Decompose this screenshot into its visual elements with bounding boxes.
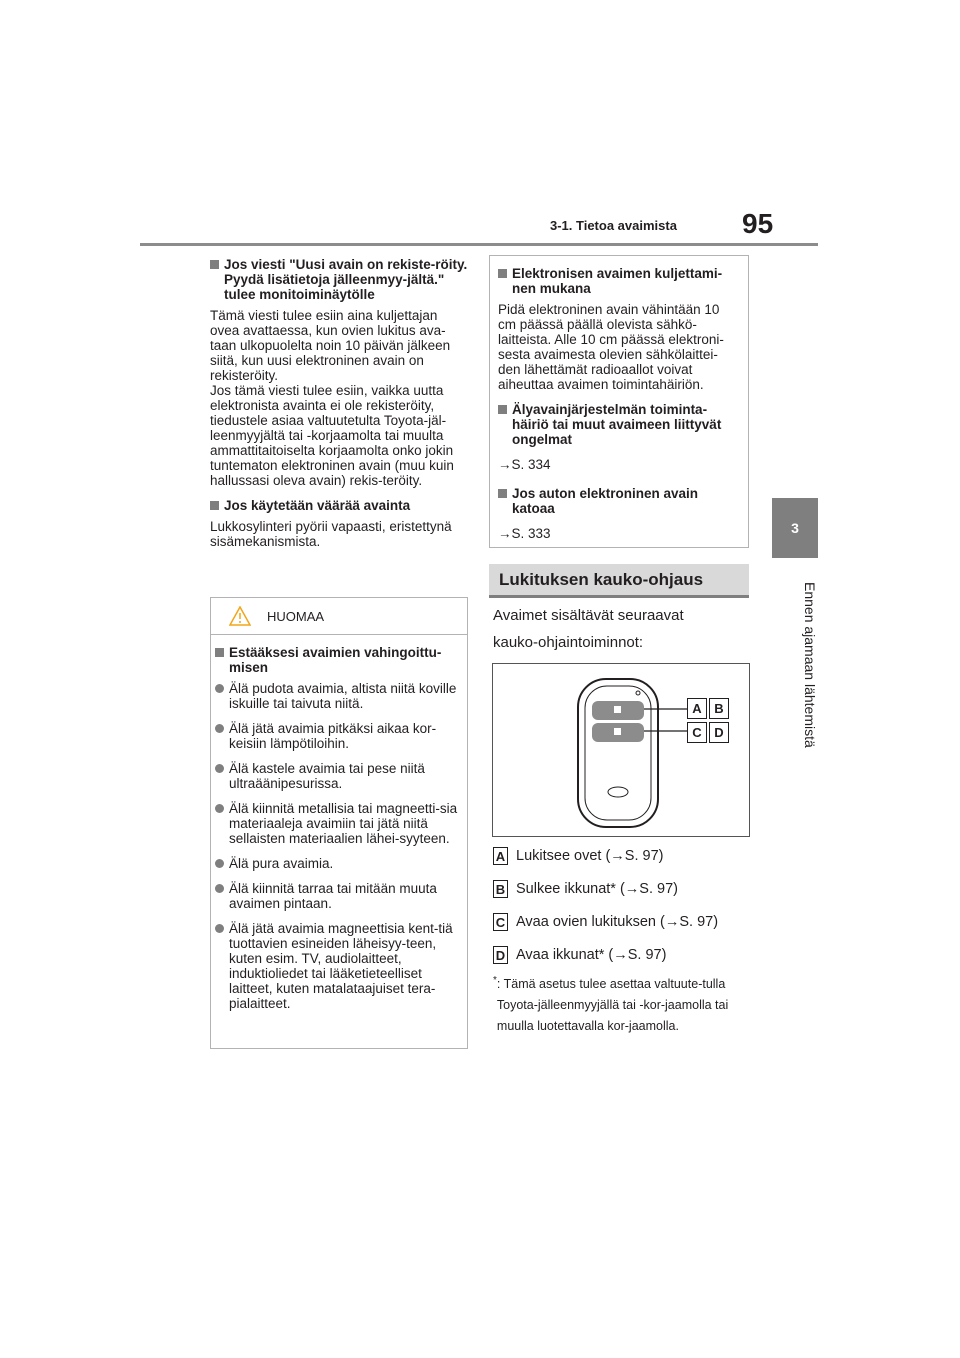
notice-item: Älä kastele avaimia tai pese niitä ultraäänipesurissa. (215, 761, 463, 791)
legend-item: D Avaa ikkunat* (→S. 97) (493, 945, 753, 965)
info-heading: Jos auton elektroninen avain katoaa (498, 486, 740, 516)
bullet-dot-icon (215, 764, 224, 773)
bullet-dot-icon (215, 859, 224, 868)
heading-wrong-key: Jos käytetään väärää avainta (224, 498, 411, 513)
callout-a: A (687, 698, 707, 719)
lead-text: Avaimet sisältävät seuraavat kauko-ohjaintoiminnot: (493, 607, 684, 651)
heading-new-key: Jos viesti "Uusi avain on rekiste-röity. Pyydä lisätietoja jälleenmyy-jältä." tulee monitoiminäytölle (224, 257, 468, 302)
key-fob-illustration (492, 663, 750, 837)
page-reference: →S. 334 (498, 457, 551, 472)
notice-item: Älä jätä avaimia pitkäksi aikaa kor-keisiin lämpötiloihin. (215, 721, 463, 751)
paragraph: Jos tämä viesti tulee esiin, vaikka uutta elektronista avainta ei ole rekisteröity, tiedustele asiaa valtuutetulta Toyota-jäl-leenmyyjältä tai -korjaamolta tai muulta ammattitaitoiselta korjaamolta onko jokin tuntematon elektroninen avain (muu kuin hallussasi oleva avain) rekis-teröity. (210, 383, 454, 488)
notice-header (211, 598, 467, 635)
chapter-tab: 3 (772, 498, 818, 558)
page-number: 95 (742, 208, 774, 239)
paragraph: Pidä elektroninen avain vähintään 10 cm päässä päällä olevista sähkö-laitteista. Alle 10 cm päässä elektroni-sesta avaimesta olevien sähkölaittei-den lähettämät radioaallot voivat aiheuttaa avaimen toimintahäiriön. (498, 302, 724, 392)
bullet-dot-icon (215, 884, 224, 893)
section-heading (210, 257, 468, 302)
square-bullet-icon (498, 405, 507, 414)
warning-triangle-icon (229, 606, 251, 626)
paragraph: Lukkosylinteri pyörii vapaasti, eristettynä sisämekanismista. (210, 519, 452, 549)
notice-item: Älä pura avaimia. (215, 856, 463, 871)
section-title: Lukituksen kauko-ohjaus (489, 564, 749, 598)
bullet-dot-icon (215, 724, 224, 733)
legend-item: B Sulkee ikkunat* (→S. 97) (493, 879, 753, 899)
notice-box (210, 597, 468, 1049)
notice-label: HUOMAA (267, 608, 325, 624)
left-column (210, 257, 468, 559)
header-divider (140, 243, 818, 246)
notice-item: Älä jätä avaimia magneettisia kent-tiä tuottavien esineiden läheisyy-teen, kuten esim. TV, audiolaitteet, induktioliedet tai lääketieteelliset laitteet, kuten matalataajuiset tera-pialaitteet. (215, 921, 463, 1011)
legend-list (493, 846, 753, 978)
bullet-dot-icon (215, 684, 224, 693)
bullet-dot-icon (215, 924, 224, 933)
callout-b: B (709, 698, 729, 719)
square-bullet-icon (210, 260, 219, 269)
info-box (489, 255, 749, 548)
footnote (493, 974, 747, 1037)
square-bullet-icon (210, 501, 219, 510)
notice-item: Älä pudota avaimia, altista niitä koville iskuille tai taivuta niitä. (215, 681, 463, 711)
square-bullet-icon (215, 648, 224, 657)
info-heading: Elektronisen avaimen kuljettami-nen mukana (498, 266, 740, 296)
paragraph: Tämä viesti tulee esiin aina kuljettajan ovea avattaessa, kun ovien lukitus ava-taan ulkopuolelta noin 10 päivän jälkeen siitä, kun uusi elektroninen avain on rekisteröity. (210, 308, 451, 383)
page-reference: →S. 333 (498, 526, 551, 541)
chapter-side-label: Ennen ajamaan lähtemistä (802, 582, 818, 748)
legend-item: C Avaa ovien lukituksen (→S. 97) (493, 912, 753, 932)
footnote-text: : Tämä asetus tulee asettaa valtuute-tulla Toyota-jälleenmyyjällä tai -kor-jaamolla tai muulla luotettavalla kor-jaamolla. (496, 977, 729, 1033)
legend-item: A Lukitsee ovet (→S. 97) (493, 846, 753, 866)
notice-heading: Estääksesi avaimien vahingoittu-misen (215, 645, 463, 675)
section-heading (210, 498, 468, 513)
square-bullet-icon (498, 269, 507, 278)
info-heading: Älyavainjärjestelmän toiminta-häiriö tai muut avaimeen liittyvät ongelmat (498, 402, 740, 447)
footnote-mark: * (493, 975, 497, 986)
key-fob-icon (493, 664, 749, 836)
callout-d: D (709, 722, 729, 743)
notice-item: Älä kiinnitä metallisia tai magneetti-sia materiaaleja avaimiin tai jätä niitä sellaisten materiaalien lähei-syyteen. (215, 801, 463, 846)
callout-c: C (687, 722, 707, 743)
section-header: 3-1. Tietoa avaimista (550, 218, 677, 233)
square-bullet-icon (498, 489, 507, 498)
bullet-dot-icon (215, 804, 224, 813)
notice-item: Älä kiinnitä tarraa tai mitään muuta avaimen pintaan. (215, 881, 463, 911)
